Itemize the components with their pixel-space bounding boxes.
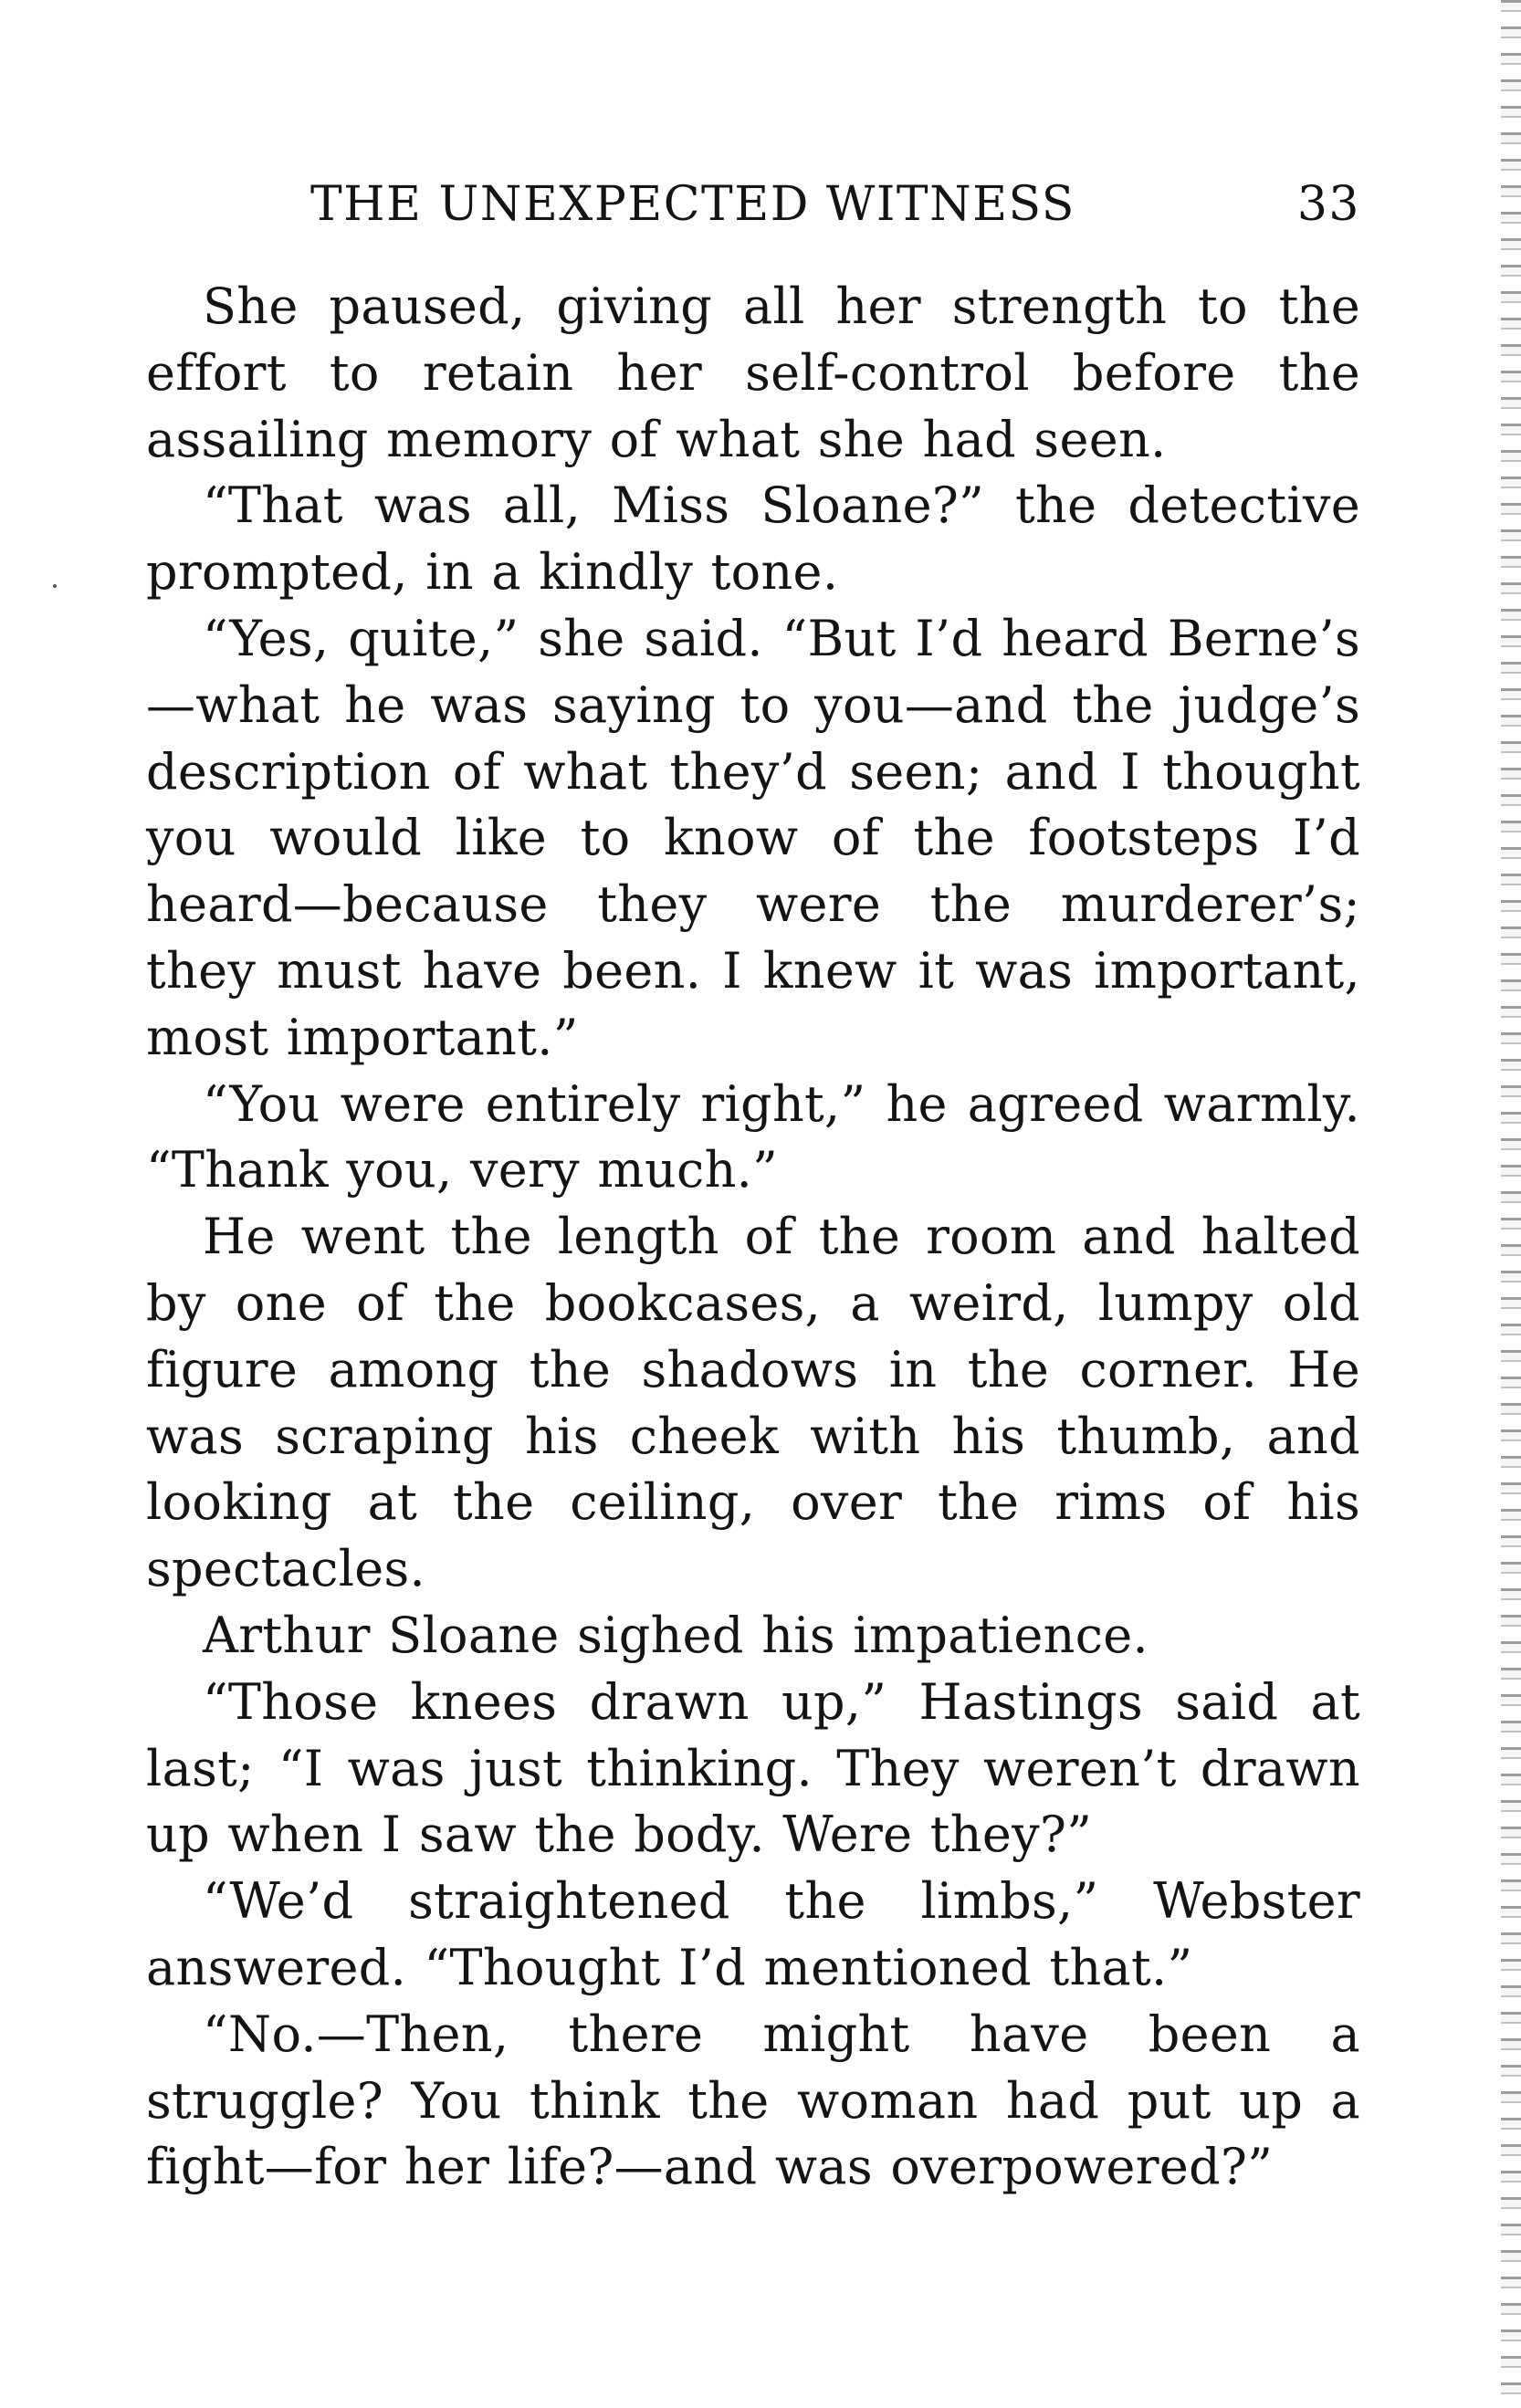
paragraph-6: Arthur Sloane sighed his impatience. (203, 1606, 1149, 1664)
paragraph-3: “Yes, quite,” she said. “But I’d heard Berne’s—what he was saying to you—and the judge’s description of what they’d seen; and I thought you would like to know of the footsteps I’d heard—because they were the murderer’s; they must have been. I knew it was important, most important.” (146, 609, 1360, 1066)
body-text (146, 274, 1360, 2201)
paragraph-8: “We’d straightened the limbs,” Webster answered. “Thought I’d mentioned that.” (146, 1872, 1360, 1996)
page-header (146, 166, 1360, 243)
paragraph-4: “You were entirely right,” he agreed warmly. “Thank you, very much.” (146, 1074, 1360, 1199)
running-title: THE UNEXPECTED WITNESS (310, 177, 1075, 232)
scan-speck (53, 584, 57, 588)
paragraph-9: “No.—Then, there might have been a struggle? You think the woman had put up a fight—for her life?—and was overpowered?” (146, 2005, 1360, 2196)
paragraph-2: “That was all, Miss Sloane?” the detective prompted, in a kindly tone. (146, 476, 1360, 602)
paragraph-7: “Those knees drawn up,” Hastings said at last; “I was just thinking. They weren’t drawn up when I saw the body. Were they?” (146, 1672, 1360, 1864)
scan-edge-artifact (1501, 0, 1521, 2408)
page-number: 33 (1296, 177, 1360, 232)
paragraph-1: She paused, giving all her strength to the effort to retain her self-control before the assailing memory of what she had seen. (146, 277, 1360, 468)
paragraph-5: He went the length of the room and halted by one of the bookcases, a weird, lumpy old figure among the shadows in the corner. He was scraping his cheek with his thumb, and looking at the ceiling, over the rims of his spectacles. (146, 1208, 1360, 1598)
